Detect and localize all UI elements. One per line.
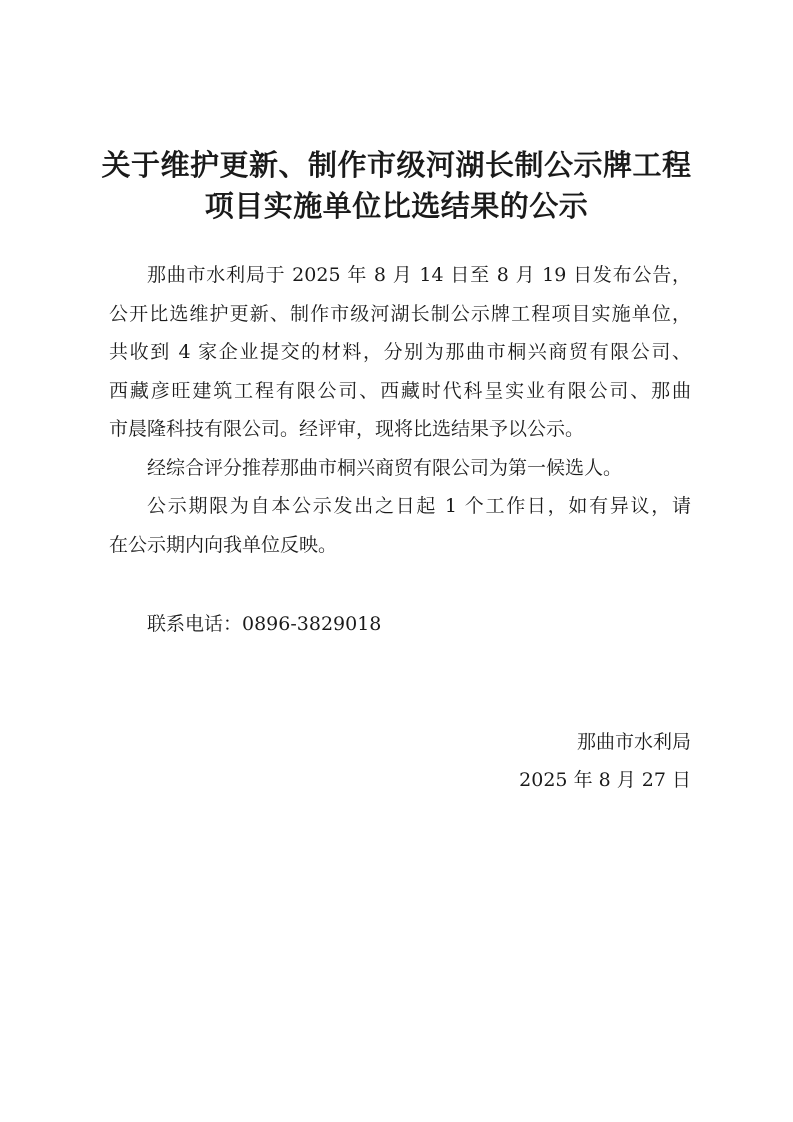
body-line: 那曲市水利局于 2025 年 8 月 14 日至 8 月 19 日发布公告， <box>147 264 691 286</box>
document-body <box>109 256 691 564</box>
document-title-line-1: 关于维护更新、制作市级河湖长制公示牌工程 <box>101 148 692 182</box>
body-line: 公开比选维护更新、制作市级河湖长制公示牌工程项目实施单位， <box>109 302 691 325</box>
paragraph-announcement <box>109 256 691 449</box>
body-line: 市晨隆科技有限公司。经评审，现将比选结果予以公示。 <box>109 418 585 440</box>
signature-date: 2025 年 8 月 27 日 <box>519 769 691 791</box>
paragraph-objection-period <box>109 487 691 564</box>
body-line: 经综合评分推荐那曲市桐兴商贸有限公司为第一候选人。 <box>147 456 623 479</box>
contact-phone: 联系电话：0896-3829018 <box>147 613 382 635</box>
signature-organization: 那曲市水利局 <box>576 731 691 753</box>
body-line: 共收到 4 家企业提交的材料，分别为那曲市桐兴商贸有限公司、 <box>109 341 691 363</box>
body-line: 西藏彦旺建筑工程有限公司、西藏时代科呈实业有限公司、那曲 <box>109 379 691 402</box>
paragraph-result <box>109 449 691 488</box>
document-title-line-2: 项目实施单位比选结果的公示 <box>204 189 589 223</box>
body-line: 在公示期内向我单位反映。 <box>109 533 338 556</box>
body-line: 公示期限为自本公示发出之日起 1 个工作日，如有异议，请 <box>147 495 691 517</box>
